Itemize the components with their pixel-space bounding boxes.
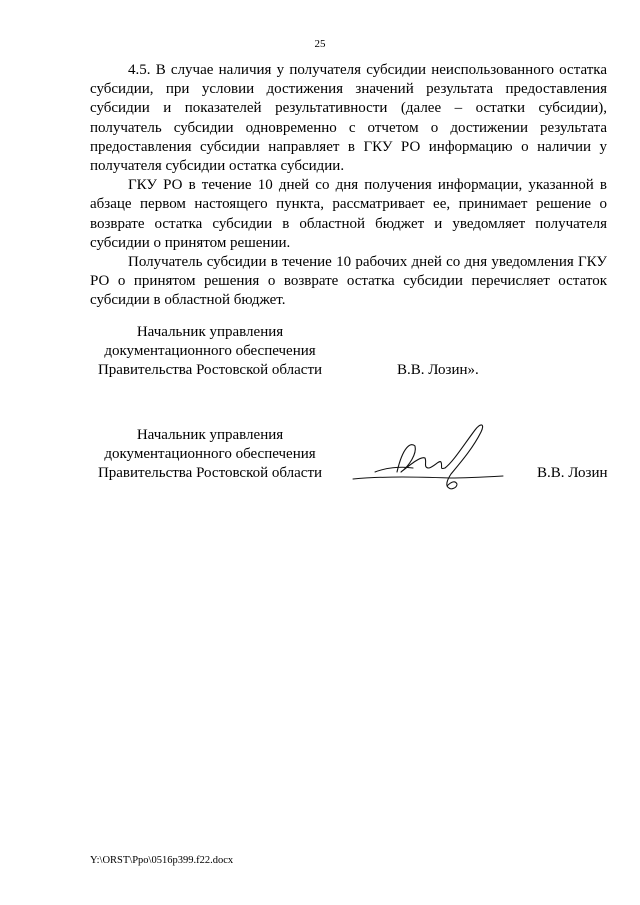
signatory-title-line: Правительства Ростовской области [97, 465, 323, 481]
paragraph-review: ГКУ РО в течение 10 дней со дня получения информации, указанной в абзаце первом настоящего пункта, рассматривает ее, принимает решение о возврате остатка субсидии в областной бюджет и уведомляет получателя субсидии о принятом решении. [90, 177, 607, 251]
file-path-footer: Y:\ORST\Ppo\0516p399.f22.docx [90, 855, 234, 866]
signatory-title [90, 426, 330, 483]
signatory-title [90, 323, 330, 380]
signature-stroke [397, 425, 483, 488]
signature-stroke [353, 476, 503, 479]
signatory-name-1: В.В. Лозин». [397, 362, 479, 378]
signatory-name-2: В.В. Лозин [537, 465, 608, 481]
signature-block-2 [90, 426, 330, 483]
signatory-title-line: Правительства Ростовской области [97, 362, 323, 378]
signature-stroke [375, 467, 413, 472]
page-number: 25 [314, 38, 326, 50]
signatory-title-line: документационного обеспечения [104, 446, 316, 462]
paragraph-refund: Получатель субсидии в течение 10 рабочих дней со дня уведомления ГКУ РО о принятом решения о возврате остатка субсидии перечисляет остаток субсидии в областной бюджет. [90, 254, 607, 309]
paragraph-4-5: 4.5. В случае наличия у получателя субсидии неиспользованного остатка субсидии, при условии достижения значений результата предоставления субсидии и показателей результативности (далее – остатки субсидии), получатель субсидии одновременно с отчетом о достижении результата предоставления субсидии направляет в ГКУ РО информацию о наличии у получателя субсидии остатка субсидии. [90, 62, 607, 175]
signatory-title-line: Начальник управления [136, 427, 284, 443]
signature-block-1 [90, 323, 330, 380]
document-body [90, 61, 607, 311]
signatory-title-line: документационного обеспечения [104, 343, 316, 359]
handwritten-signature [345, 416, 505, 496]
signatory-title-line: Начальник управления [136, 324, 284, 340]
